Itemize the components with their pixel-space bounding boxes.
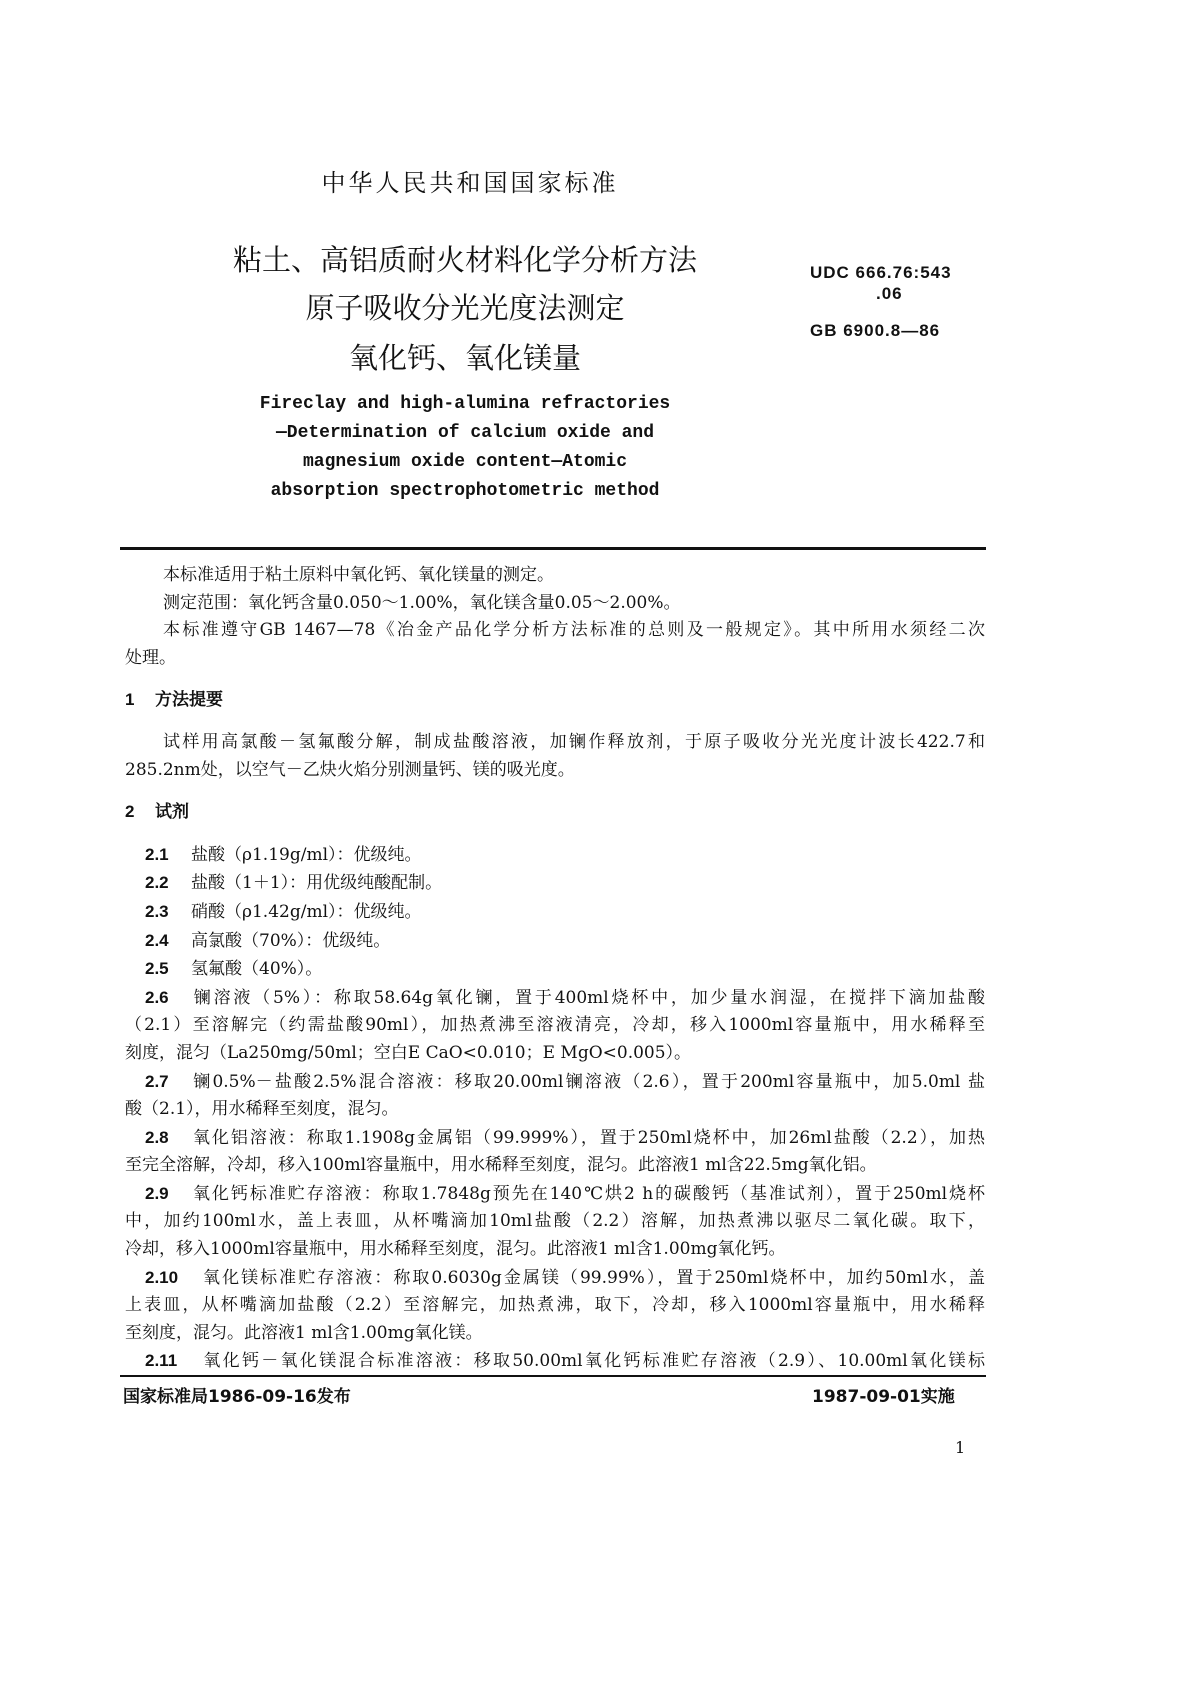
reagent-item-line: [125, 869, 985, 898]
reagent-item-line: [125, 955, 985, 984]
reagent-item-line: [125, 841, 985, 870]
header-divider: [120, 547, 986, 550]
text-line: [125, 729, 985, 757]
line-text: 本标准遵守GB 1467—78《冶金产品化学分析方法标准的总则及一般规定》。其中所用水须经二次: [163, 620, 985, 641]
line-text: 盐酸（1＋1）：用优级纯酸配制。: [191, 873, 443, 894]
line-text: 氢氟酸（40%）。: [191, 959, 323, 980]
clause-number: 2.4: [145, 930, 169, 950]
text-line: [125, 1208, 985, 1236]
document-title-line-1: 粘土、高铝质耐火材料化学分析方法: [232, 243, 697, 277]
english-title-line-2: —Determination of calcium oxide and: [275, 423, 655, 443]
national-standard-heading: 中华人民共和国国家标准: [321, 169, 619, 197]
english-title-line-1: Fireclay and high-alumina refractories: [259, 394, 671, 414]
english-title-line-3: magnesium oxide content—Atomic: [302, 452, 628, 472]
line-text: 本标准适用于粘土原料中氧化钙、氧化镁量的测定。: [163, 565, 554, 585]
line-text: 镧溶液（5%）：称取58.64g氧化镧，置于400ml烧杯中，加少量水润湿，在搅拌下滴加盐酸: [191, 987, 985, 1008]
text-line: [125, 1292, 985, 1320]
line-text: 高氯酸（70%）：优级纯。: [191, 930, 391, 951]
section-title: 试剂: [155, 802, 189, 823]
reagent-item-line: [125, 1124, 985, 1153]
udc-code: UDC 666.76:543: [810, 263, 952, 282]
reagent-item-line: [125, 898, 985, 927]
reagent-item-line: [125, 1068, 985, 1097]
line-text: 氧化钙－氧化镁混合标准溶液：移取50.00ml氧化钙标准贮存溶液（2.9）、10.00ml氧化镁标: [201, 1351, 985, 1372]
text-line: [125, 562, 985, 590]
text-line: [125, 1236, 985, 1264]
text-line: [125, 1096, 985, 1124]
line-text: 试样用高氯酸－氢氟酸分解，制成盐酸溶液，加镧作释放剂，于原子吸收分光光度计波长422.7和: [163, 731, 985, 752]
line-text: 中，加约100ml水，盖上表皿，从杯嘴滴加10ml盐酸（2.2）溶解，加热煮沸以驱尽二氧化碳。取下，: [125, 1211, 985, 1232]
document-body: [125, 562, 985, 1376]
line-text: 盐酸（ρ1.19g/ml）：优级纯。: [191, 844, 422, 865]
line-text: 硝酸（ρ1.42g/ml）：优级纯。: [191, 901, 422, 922]
text-line: [125, 590, 985, 618]
document-title-line-3: 氧化钙、氧化镁量: [348, 341, 581, 375]
clause-number: 2.8: [145, 1127, 169, 1147]
clause-number: 2.11: [145, 1351, 178, 1371]
line-text: 氧化铝溶液：称取1.1908g金属铝（99.999%），置于250ml烧杯中，加26ml盐酸（2.2），加热: [191, 1127, 985, 1148]
line-text: 氧化钙标准贮存溶液：称取1.7848g预先在140℃烘2 h的碳酸钙（基准试剂），置于250ml烧杯: [191, 1183, 985, 1204]
clause-number: 2.2: [145, 873, 169, 893]
reagent-item-line: [125, 984, 985, 1013]
reagent-item-line: [125, 1180, 985, 1209]
text-line: [125, 617, 985, 645]
line-text: 至完全溶解，冷却，移入100ml容量瓶中，用水稀释至刻度，混匀。此溶液1 ml含22.5mg氧化铝。: [125, 1155, 877, 1176]
clause-number: 2.9: [145, 1183, 169, 1203]
text-line: [125, 1040, 985, 1068]
reagent-item-line: [125, 927, 985, 956]
reagent-item-line: [125, 1347, 985, 1376]
line-text: 氧化镁标准贮存溶液：称取0.6030g金属镁（99.99%），置于250ml烧杯中，加约50ml水，盖: [201, 1267, 985, 1288]
gb-code: GB 6900.8—86: [810, 321, 941, 340]
page-number: 1: [955, 1438, 966, 1457]
line-text: 至刻度，混匀。此溶液1 ml含1.00mg氧化镁。: [125, 1322, 483, 1343]
udc-code-continued: .06: [876, 284, 903, 303]
text-line: [125, 1320, 985, 1348]
text-line: [125, 1152, 985, 1180]
section-number: 2: [125, 802, 135, 822]
english-title-line-4: absorption spectrophotometric method: [270, 481, 660, 501]
line-text: 镧0.5%－盐酸2.5%混合溶液：移取20.00ml镧溶液（2.6），置于200ml容量瓶中，加5.0ml 盐: [191, 1071, 985, 1092]
line-text: 刻度，混匀（La250mg/50ml；空白E CaO<0.010；E MgO<0.005）。: [125, 1042, 692, 1063]
line-text: 测定范围：氧化钙含量0.050～1.00%，氧化镁含量0.05～2.00%。: [163, 592, 681, 613]
reagent-item-line: [125, 1264, 985, 1293]
clause-number: 2.6: [145, 987, 169, 1007]
issue-date: 国家标准局1986-09-16发布: [123, 1387, 351, 1407]
text-line: [125, 645, 985, 673]
section-heading: [125, 686, 985, 715]
effective-date: 1987-09-01实施: [812, 1387, 955, 1407]
line-text: （2.1）至溶解完（约需盐酸90ml），加热煮沸至溶液清亮，冷却，移入1000ml容量瓶中，用水稀释至: [125, 1015, 985, 1036]
text-line: [125, 1012, 985, 1040]
line-text: 冷却，移入1000ml容量瓶中，用水稀释至刻度，混匀。此溶液1 ml含1.00mg氧化钙。: [125, 1239, 786, 1260]
line-text: 285.2nm处，以空气－乙炔火焰分别测量钙、镁的吸光度。: [125, 759, 575, 780]
line-text: 上表皿，从杯嘴滴加盐酸（2.2）至溶解完，加热煮沸，取下，冷却，移入1000ml容量瓶中，用水稀释: [125, 1295, 985, 1316]
section-title: 方法提要: [155, 690, 223, 711]
footer-divider: [120, 1375, 986, 1377]
line-text: 酸（2.1），用水稀释至刻度，混匀。: [125, 1099, 399, 1120]
clause-number: 2.1: [145, 844, 169, 864]
clause-number: 2.5: [145, 959, 169, 979]
clause-number: 2.3: [145, 901, 169, 921]
section-heading: [125, 798, 985, 827]
text-line: [125, 757, 985, 785]
section-number: 1: [125, 690, 135, 710]
clause-number: 2.7: [145, 1071, 169, 1091]
clause-number: 2.10: [145, 1267, 179, 1287]
line-text: 处理。: [125, 647, 176, 668]
document-title-line-2: 原子吸收分光光度法测定: [305, 291, 625, 325]
